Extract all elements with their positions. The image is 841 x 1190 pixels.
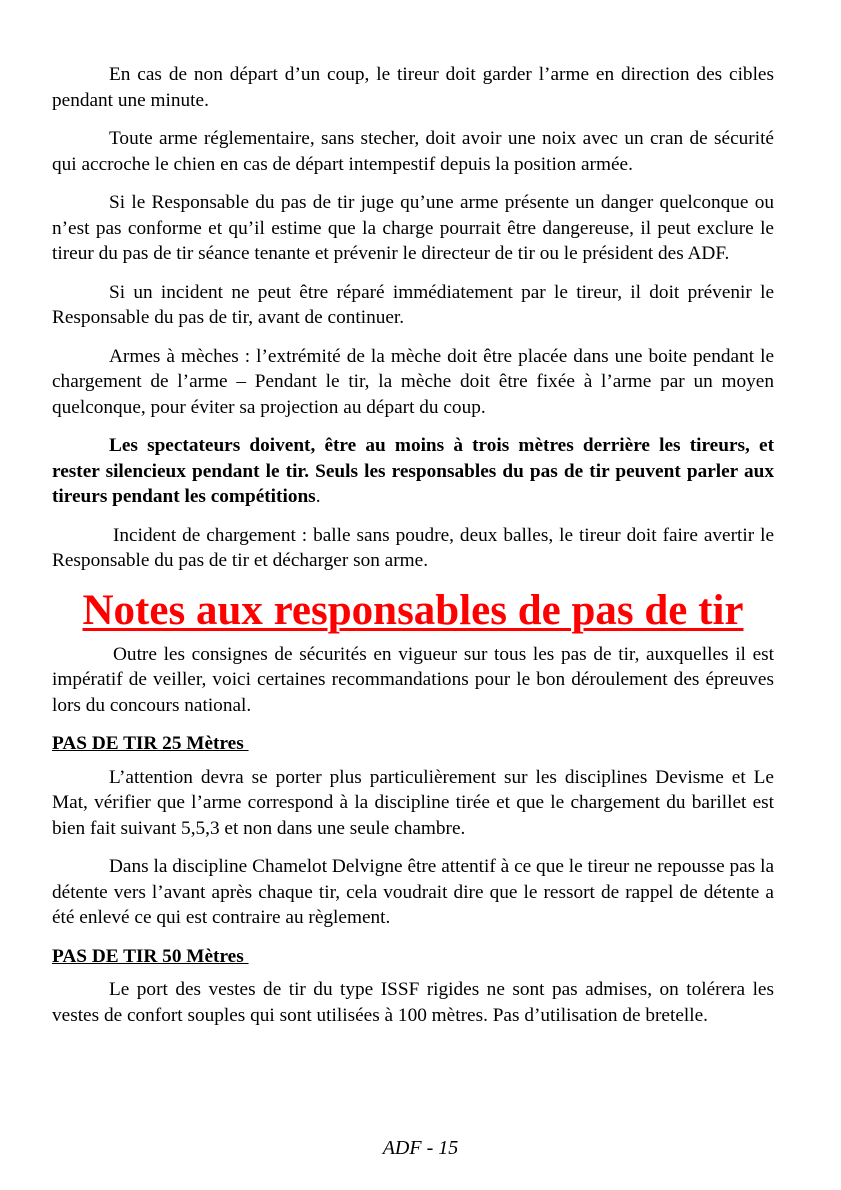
paragraph-25m-devisme: L’attention devra se porter plus particulièrement sur les disciplines Devisme et Le Mat, vérifier que l’arme correspond à la discipline tirée et que le chargement du barillet est bien fait suivant 5,5,3 et non dans une seule chambre. <box>52 766 774 839</box>
paragraph-25m-chamelot: Dans la discipline Chamelot Delvigne être attentif à ce que le tireur ne repousse pas la détente vers l’avant après chaque tir, cela voudrait dire que le ressort de rappel de détente a été enlevé ce qui est contraire au règlement. <box>52 856 774 928</box>
paragraph-dangerous-weapon: Si le Responsable du pas de tir juge qu’une arme présente un danger quelconque ou n’est pas conforme et qu’il estime que la charge pourrait être dangereuse, il peut exclure le tireur du pas de tir séance tenante et prévenir le directeur de tir ou le président des ADF. <box>52 192 774 264</box>
paragraph-50m-vests: Le port des vestes de tir du type ISSF rigides ne sont pas admises, on tolérera les vestes de confort souples qui sont utilisées à 100 mètres. Pas d’utilisation de bretelle. <box>52 979 774 1026</box>
notes-heading: Notes aux responsables de pas de tir <box>82 586 744 634</box>
paragraph-misfire: En cas de non départ d’un coup, le tireur doit garder l’arme en direction des cibles pendant une minute. <box>52 64 774 111</box>
paragraph-incident: Si un incident ne peut être réparé immédiatement par le tireur, il doit prévenir le Responsable du pas de tir, avant de continuer. <box>52 281 774 328</box>
document-page <box>52 62 774 1041</box>
paragraph-matchlock: Armes à mèches : l’extrémité de la mèche doit être placée dans une boite pendant le chargement de l’arme – Pendant le tir, la mèche doit être fixée à l’arme par un moyen quelconque, pour éviter sa projection au départ du coup. <box>52 345 774 418</box>
paragraph-spectators <box>52 433 774 510</box>
section-50m-heading: PAS DE TIR 50 Mètres <box>52 945 249 967</box>
paragraph-loading-incident: Incident de chargement : balle sans poudre, deux balles, le tireur doit faire avertir le Responsable du pas de tir et décharger son arme. <box>52 524 774 571</box>
paragraph-safety-catch: Toute arme réglementaire, sans stecher, doit avoir une noix avec un cran de sécurité qui accroche le chien en cas de départ intempestif depuis la position armée. <box>52 128 774 175</box>
paragraph-notes-intro: Outre les consignes de sécurités en vigueur sur tous les pas de tir, auxquelles il est impératif de veiller, voici certaines recommandations pour le bon déroulement des épreuves lors du concours national. <box>52 643 774 716</box>
page-footer: ADF - 15 <box>382 1137 459 1159</box>
spectators-bold-text: Les spectateurs doivent, être au moins à trois mètres derrière les tireurs, et rester silencieux pendant le tir. Seuls les responsables du pas de tir peuvent parler aux tireurs pendant les compétitions <box>52 435 774 507</box>
spectators-tail: . <box>315 486 321 507</box>
section-25m-heading: PAS DE TIR 25 Mètres <box>52 733 249 754</box>
